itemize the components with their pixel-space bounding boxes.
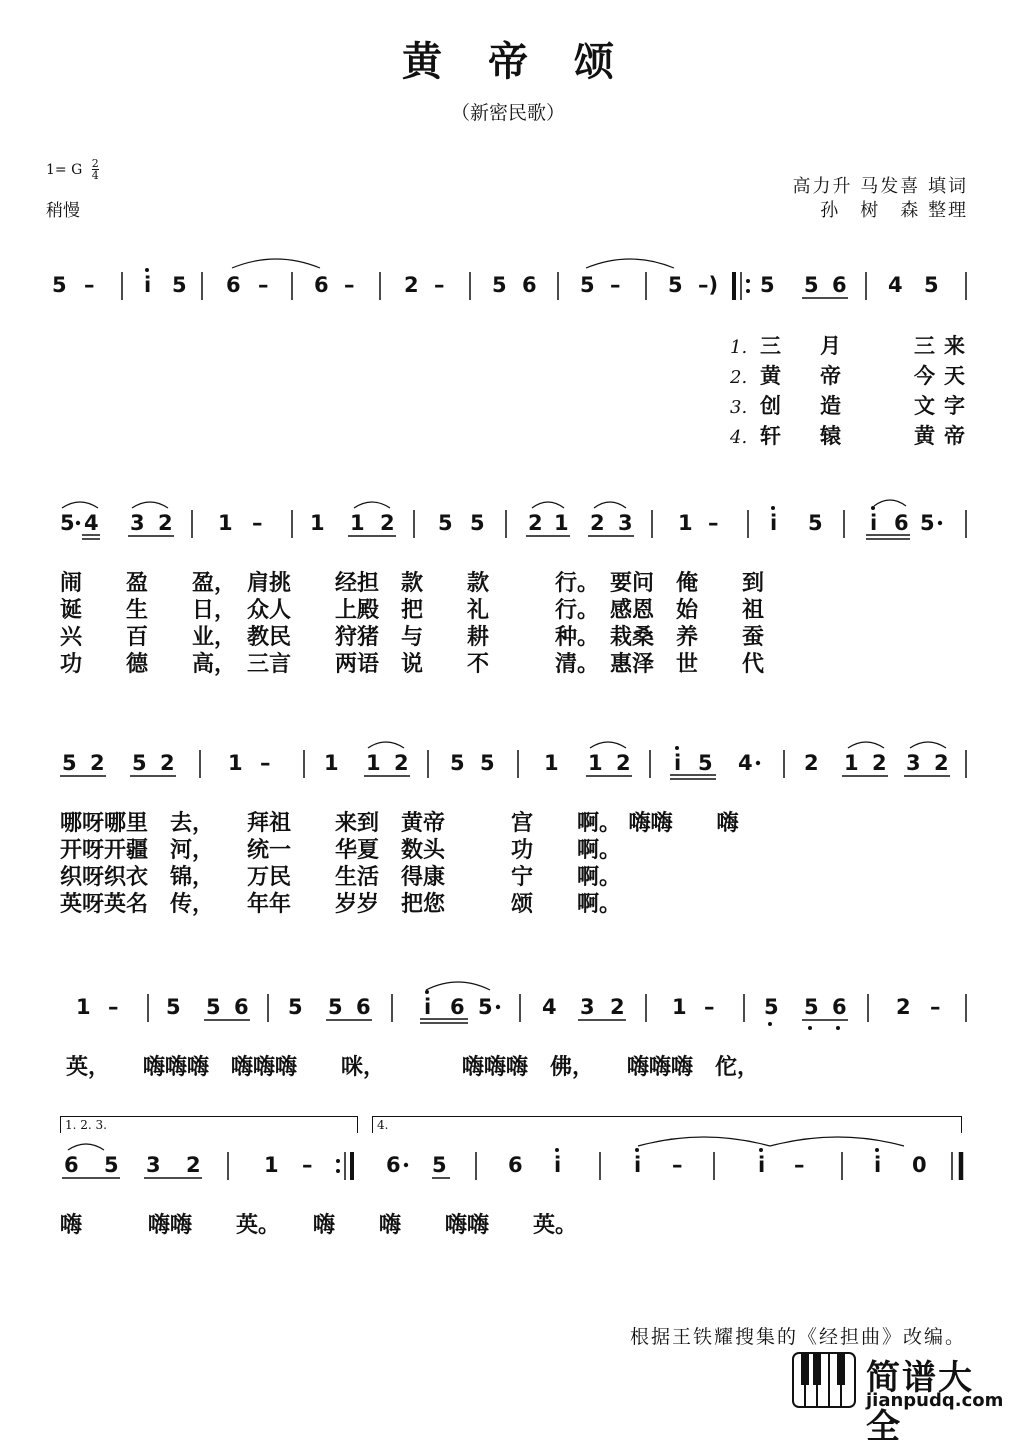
dash: – — [610, 273, 621, 297]
high-dot — [145, 268, 149, 272]
lyric-char: 造 — [820, 394, 841, 418]
song-subtitle: （新密民歌） — [450, 102, 565, 124]
high-dot — [871, 506, 875, 510]
time-sig-top: 2 — [91, 157, 99, 170]
note: 5 — [764, 995, 779, 1019]
verse-number: 1. — [730, 337, 748, 358]
high-dot — [425, 990, 429, 994]
notation-line-4-svg — [48, 978, 970, 1038]
score-line-5 — [48, 1136, 970, 1196]
lyric-char: 月 — [820, 334, 841, 358]
dash: – — [108, 995, 119, 1019]
slur — [132, 502, 168, 508]
note: 3 — [580, 995, 595, 1019]
tie — [232, 259, 320, 268]
note: 5 — [920, 511, 935, 535]
lyric-line: 哪呀哪里 去， 拜祖 来到 黄帝 宫 啊。 嗨嗨 嗨 — [60, 811, 739, 836]
note: 2 — [528, 511, 543, 535]
volta-bracket-1 — [60, 1116, 358, 1133]
lyrics-block-2 — [60, 570, 764, 678]
note: i — [554, 1153, 562, 1177]
slur — [594, 502, 626, 508]
lyric-char: 三 — [914, 334, 935, 358]
note: 5 — [450, 751, 465, 775]
note: 5 — [172, 273, 187, 297]
key-label: 1= G — [46, 162, 83, 178]
lyric-char: 三 — [760, 334, 781, 358]
lyric-char: 轩 — [760, 424, 781, 448]
high-dot — [675, 746, 679, 750]
verse-row-3 — [730, 392, 965, 422]
lyric-char: 今 — [914, 364, 935, 388]
notation-line-5-svg — [48, 1136, 970, 1196]
volta-label: 1. 2. 3. — [65, 1118, 107, 1132]
lyrics-block-4 — [66, 1054, 759, 1081]
verse-row-2 — [730, 362, 965, 392]
score-line-4 — [48, 978, 970, 1038]
dash-paren: –) — [698, 273, 719, 297]
verse-number: 2. — [730, 367, 748, 388]
note: 2 — [896, 995, 911, 1019]
note: 3 — [146, 1153, 161, 1177]
note: 5 — [132, 751, 147, 775]
note: 6 — [522, 273, 537, 297]
note: 5 — [698, 751, 713, 775]
lyric-line: 诞 生 日， 众人 上殿 把 礼 行。 感恩 始 祖 — [60, 598, 765, 623]
note: 2 — [404, 273, 419, 297]
dash: – — [258, 273, 269, 297]
notation-line-3-svg — [48, 734, 970, 794]
lyric-char: 来 — [944, 334, 965, 358]
slur — [354, 502, 390, 508]
lyric-char: 黄 — [914, 424, 935, 448]
logo-url-text: jianpudq.com — [866, 1390, 1004, 1411]
repeat-dot — [336, 1169, 340, 1173]
score-line-3 — [48, 734, 970, 794]
dot — [938, 521, 942, 525]
lyric-char: 天 — [944, 364, 965, 388]
slur — [590, 742, 626, 748]
dot — [756, 761, 760, 765]
note: 1 — [366, 751, 381, 775]
key-signature — [46, 158, 99, 181]
note: 1 — [324, 751, 339, 775]
note: 2 — [872, 751, 887, 775]
lyric-line: 英呀英名 传， 年年 岁岁 把您 颂 啊。 — [60, 892, 622, 917]
high-dot — [875, 1148, 879, 1152]
note: i — [674, 751, 682, 775]
note: 1 — [228, 751, 243, 775]
high-dot — [635, 1148, 639, 1152]
note: 5 — [580, 273, 595, 297]
slur — [532, 502, 564, 508]
repeat-dot — [336, 1159, 340, 1163]
note: i — [144, 273, 152, 297]
note: i — [634, 1153, 642, 1177]
volta-bracket-2 — [372, 1116, 962, 1133]
note: 2 — [934, 751, 949, 775]
note: 1 — [76, 995, 91, 1019]
dot — [76, 521, 80, 525]
note: 2 — [160, 751, 175, 775]
note: 6 — [386, 1153, 401, 1177]
lyrics-block-3 — [60, 810, 739, 918]
note: 2 — [90, 751, 105, 775]
note: 0 — [912, 1153, 927, 1177]
volta-label: 4. — [377, 1118, 389, 1132]
note: 5 — [760, 273, 775, 297]
lyric-char: 字 — [944, 394, 965, 418]
low-dot — [836, 1026, 840, 1030]
note: 5 — [438, 511, 453, 535]
note: 1 — [554, 511, 569, 535]
dash: – — [302, 1153, 313, 1177]
tempo-marking: 稍慢 — [46, 201, 80, 221]
note: 6 — [226, 273, 241, 297]
note: 1 — [218, 511, 233, 535]
score-line-1 — [48, 256, 970, 316]
note: 2 — [616, 751, 631, 775]
song-title: 黄帝颂 — [402, 38, 660, 85]
tie — [586, 259, 674, 268]
note: 6 — [894, 511, 909, 535]
arranger-credit: 孙 树 森 整理 — [820, 200, 968, 221]
slur — [874, 500, 906, 506]
time-signature — [92, 158, 99, 181]
note: 3 — [130, 511, 145, 535]
note: 6 — [64, 1153, 79, 1177]
note: 6 — [508, 1153, 523, 1177]
slur — [368, 742, 404, 748]
dash: – — [252, 511, 263, 535]
note: 5 — [924, 273, 939, 297]
note: 2 — [158, 511, 173, 535]
dash: – — [344, 273, 355, 297]
note: 4 — [738, 751, 753, 775]
verse-number: 3. — [730, 397, 748, 418]
lyric-line: 织呀织衣 锦， 万民 生活 得康 宁 啊。 — [60, 865, 622, 890]
note: 5 — [206, 995, 221, 1019]
verse-row-4 — [730, 422, 965, 452]
time-sig-bottom: 4 — [91, 169, 99, 182]
score-line-2 — [48, 494, 970, 554]
high-dot — [555, 1148, 559, 1152]
lyric-char: 帝 — [944, 424, 965, 448]
note: 6 — [832, 995, 847, 1019]
note: 5 — [478, 995, 493, 1019]
note: 5 — [62, 751, 77, 775]
note: 2 — [394, 751, 409, 775]
logo-brand-text: 简谱大全 — [866, 1358, 974, 1447]
lyric-char: 帝 — [820, 364, 841, 388]
dash: – — [930, 995, 941, 1019]
slur — [910, 742, 946, 748]
note: 6 — [450, 995, 465, 1019]
note: 3 — [906, 751, 921, 775]
note: 2 — [804, 751, 819, 775]
slur — [426, 982, 490, 990]
note: 6 — [234, 995, 249, 1019]
lyric-char: 文 — [914, 394, 935, 418]
note: i — [770, 511, 778, 535]
notation-line-1-svg — [48, 256, 970, 316]
lyric-line: 功 德 高， 三言 两语 说 不 清。 惠泽 世 代 — [60, 652, 765, 677]
note: 6 — [314, 273, 329, 297]
note: 1 — [588, 751, 603, 775]
high-dot — [759, 1148, 763, 1152]
note: 6 — [356, 995, 371, 1019]
note: 2 — [186, 1153, 201, 1177]
note: 4 — [84, 511, 99, 535]
lyric-char: 黄 — [760, 364, 781, 388]
note: 5 — [166, 995, 181, 1019]
dash: – — [84, 273, 95, 297]
dash: – — [260, 751, 271, 775]
low-dot — [808, 1026, 812, 1030]
high-dot — [771, 506, 775, 510]
note: 5 — [804, 995, 819, 1019]
note: 5 — [668, 273, 683, 297]
lyric-line: 兴 百 业， 教民 狩猪 与 耕 种。 栽桑 养 蚕 — [60, 625, 765, 650]
verse-intro-block — [730, 332, 965, 452]
dash: – — [704, 995, 715, 1019]
note: 5 — [804, 273, 819, 297]
verse-row-1 — [730, 332, 965, 362]
note: 5 — [104, 1153, 119, 1177]
note: 1 — [672, 995, 687, 1019]
lyric-line: 英， 嗨嗨嗨 嗨嗨嗨 咪， 嗨嗨嗨 佛， 嗨嗨嗨 佗， — [66, 1055, 760, 1080]
low-dot — [768, 1022, 772, 1026]
lyric-line: 闹 盈 盈， 肩挑 经担 款 款 行。 要问 俺 到 — [60, 571, 765, 596]
dash: – — [794, 1153, 805, 1177]
note: i — [758, 1153, 766, 1177]
note: 1 — [310, 511, 325, 535]
note: 1 — [544, 751, 559, 775]
repeat-dot — [746, 279, 750, 283]
note: i — [870, 511, 878, 535]
note: 5 — [492, 273, 507, 297]
note: 5 — [480, 751, 495, 775]
dash: – — [708, 511, 719, 535]
note: 5 — [60, 511, 75, 535]
note: 5 — [808, 511, 823, 535]
slur — [68, 1144, 104, 1150]
lyric-line: 开呀开疆 河， 统一 华夏 数头 功 啊。 — [60, 838, 622, 863]
note: i — [874, 1153, 882, 1177]
dot — [404, 1163, 408, 1167]
note: 2 — [590, 511, 605, 535]
slur — [62, 502, 98, 508]
note: 4 — [542, 995, 557, 1019]
dash: – — [672, 1153, 683, 1177]
note: 2 — [380, 511, 395, 535]
site-logo — [792, 1350, 1004, 1447]
note: 3 — [618, 511, 633, 535]
lyric-char: 辕 — [820, 424, 841, 448]
lyricist-credit: 高力升 马发喜 填词 — [792, 176, 968, 197]
tie — [770, 1137, 904, 1146]
note: 1 — [844, 751, 859, 775]
note: 5 — [470, 511, 485, 535]
note: 5 — [52, 273, 67, 297]
lyrics-block-5 — [60, 1212, 577, 1239]
dot — [496, 1005, 500, 1009]
note: 1 — [264, 1153, 279, 1177]
note: 2 — [610, 995, 625, 1019]
lyric-char: 创 — [760, 394, 781, 418]
source-footnote: 根据王铁耀搜集的《经担曲》改编。 — [629, 1326, 966, 1348]
tie — [638, 1137, 770, 1146]
repeat-dot — [746, 289, 750, 293]
note: 6 — [832, 273, 847, 297]
notation-line-2-svg — [48, 494, 970, 554]
note: i — [424, 995, 432, 1019]
verse-number: 4. — [730, 427, 748, 448]
lyric-line: 嗨 嗨嗨 英。 嗨 嗨 嗨嗨 英。 — [60, 1213, 578, 1238]
note: 1 — [678, 511, 693, 535]
note: 5 — [288, 995, 303, 1019]
piano-keys-icon — [792, 1352, 856, 1408]
note: 1 — [350, 511, 365, 535]
note: 5 — [432, 1153, 447, 1177]
note: 5 — [328, 995, 343, 1019]
slur — [848, 742, 884, 748]
note: 4 — [888, 273, 903, 297]
dash: – — [434, 273, 445, 297]
